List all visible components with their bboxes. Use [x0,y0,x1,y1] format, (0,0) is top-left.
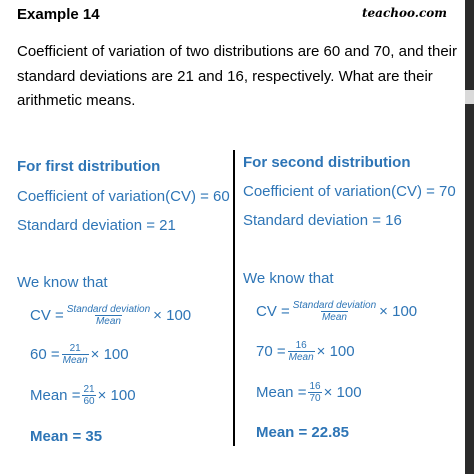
right-we-know: We know that [243,270,334,287]
right-step1 [256,340,355,363]
right-step1-rhs: × 100 [316,343,355,360]
left-formula-lhs: CV = [30,307,64,324]
right-formula-num: Standard deviation [292,300,377,311]
left-we-know: We know that [17,274,108,291]
question-text: Coefficient of variation of two distributions are 60 and 70, and their standard deviations are 21 and 16, respectively. What are their arithmetic means. [17,43,457,109]
left-step2 [30,384,136,407]
left-step2-fraction [82,384,95,407]
right-edge-bar [465,0,474,474]
left-sd-line: Standard deviation = 21 [17,217,176,234]
right-step2-rhs: × 100 [323,384,362,401]
left-step2-lhs: Mean = [30,387,81,404]
right-answer: Mean = 22.85 [256,424,349,441]
right-formula-lhs: CV = [256,303,290,320]
scroll-thumb[interactable] [465,90,474,104]
right-step1-lhs: 70 = [256,343,286,360]
example-title: Example 14 [17,6,100,23]
left-step1-rhs: × 100 [90,346,129,363]
left-step1 [30,343,129,366]
left-step1-fraction [62,343,89,366]
left-formula-fraction [66,304,151,327]
left-formula-num: Standard deviation [66,304,151,315]
left-step2-den: 60 [83,396,95,407]
left-cv-line: Coefficient of variation(CV) = 60 [17,188,230,205]
left-formula [30,304,191,327]
left-step2-num: 21 [83,384,95,395]
right-step2-lhs: Mean = [256,384,307,401]
right-heading: For second distribution [243,154,411,171]
right-step2-den: 70 [309,393,321,404]
column-divider [233,150,235,446]
left-step1-num: 21 [69,343,81,354]
left-formula-den: Mean [95,316,121,327]
right-step1-fraction [288,340,315,363]
left-step1-lhs: 60 = [30,346,60,363]
right-step2-num: 16 [309,381,321,392]
right-step2-fraction [308,381,321,404]
right-step1-den: Mean [288,352,314,363]
right-formula-rhs: × 100 [379,303,418,320]
teachoo-watermark: teachoo.com [362,6,447,20]
left-formula-rhs: × 100 [153,307,192,324]
left-answer: Mean = 35 [30,428,103,445]
left-heading: For first distribution [17,158,161,175]
right-formula-fraction [292,300,377,323]
left-step2-rhs: × 100 [97,387,136,404]
right-sd-line: Standard deviation = 16 [243,212,402,229]
left-step1-den: Mean [62,355,88,366]
right-formula [256,300,417,323]
right-step2 [256,381,362,404]
right-step1-num: 16 [295,340,307,351]
right-cv-line: Coefficient of variation(CV) = 70 [243,183,456,200]
right-formula-den: Mean [321,312,347,323]
